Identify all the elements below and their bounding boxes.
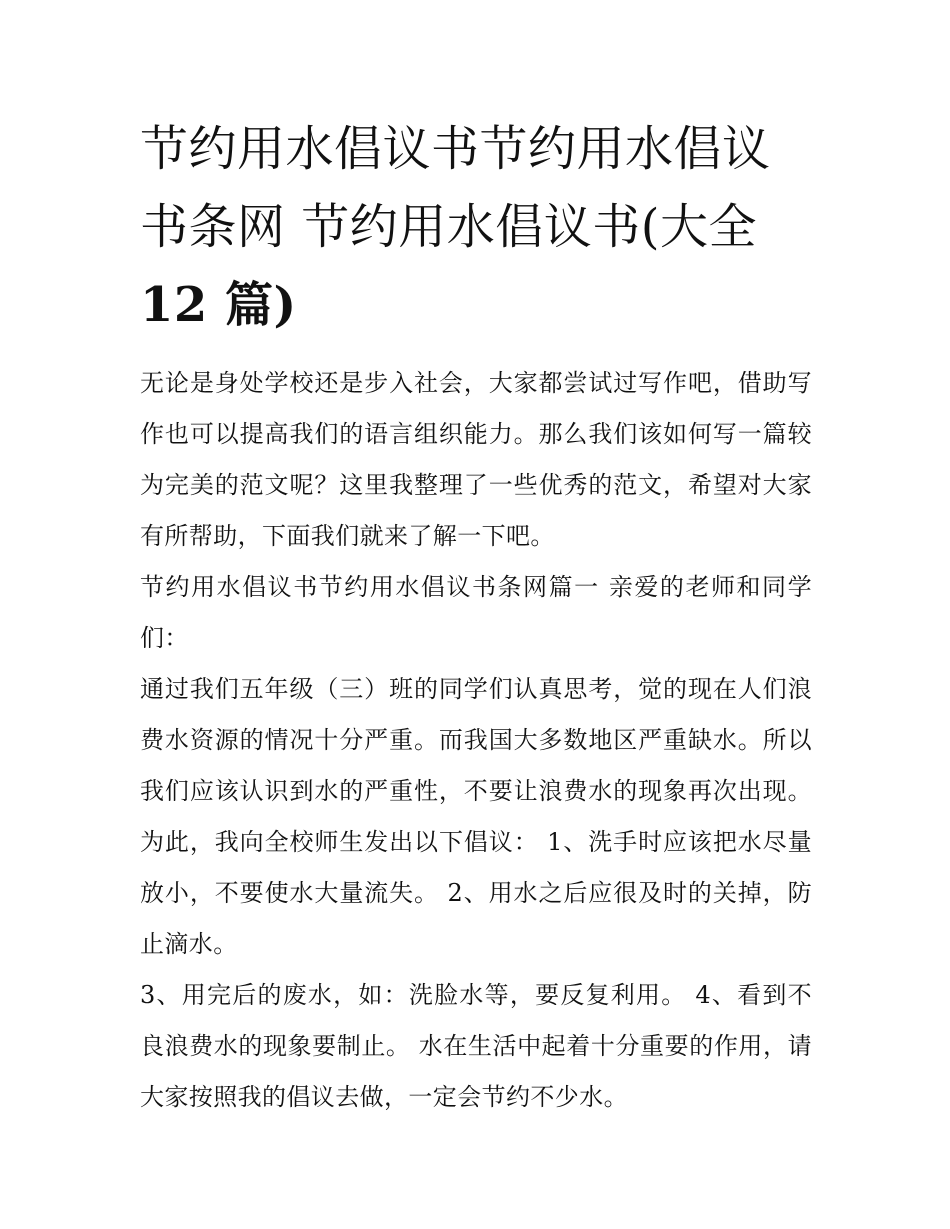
title-line-3: 12 篇) [140, 277, 297, 333]
document-title [140, 110, 812, 344]
intro-paragraph: 无论是身处学校还是步入社会，大家都尝试过写作吧，借助写作也可以提高我们的语言组织能力。那么我们该如何写一篇较为完美的范文呢？这里我整理了一些优秀的范文，希望对大家有所帮助，下面我们就来了解一下吧。 [140, 369, 812, 550]
body-paragraph: 通过我们五年级（三）班的同学们认真思考，觉的现在人们浪费水资源的情况十分严重。而我国大多数地区严重缺水。所以我们应该认识到水的严重性，不要让浪费水的现象再次出现。为此，我向全校师生发出以下倡议： 1、洗手时应该把水尽量放小，不要使水大量流失。 2、用水之后应很及时的关掉，防止滴水。 [140, 675, 812, 958]
title-line-2: 书条网 节约用水倡议书(大全 [140, 199, 757, 255]
section-heading-paragraph: 节约用水倡议书节约用水倡议书条网篇一 亲爱的老师和同学们： [140, 573, 812, 652]
body-paragraph-continued: 3、用完后的废水，如：洗脸水等，要反复利用。 4、看到不良浪费水的现象要制止。 水在生活中起着十分重要的作用，请大家按照我的倡议去做，一定会节约不少水。 [140, 981, 812, 1111]
title-line-1: 节约用水倡议书节约用水倡议 [140, 121, 771, 177]
document-body [140, 358, 812, 1123]
